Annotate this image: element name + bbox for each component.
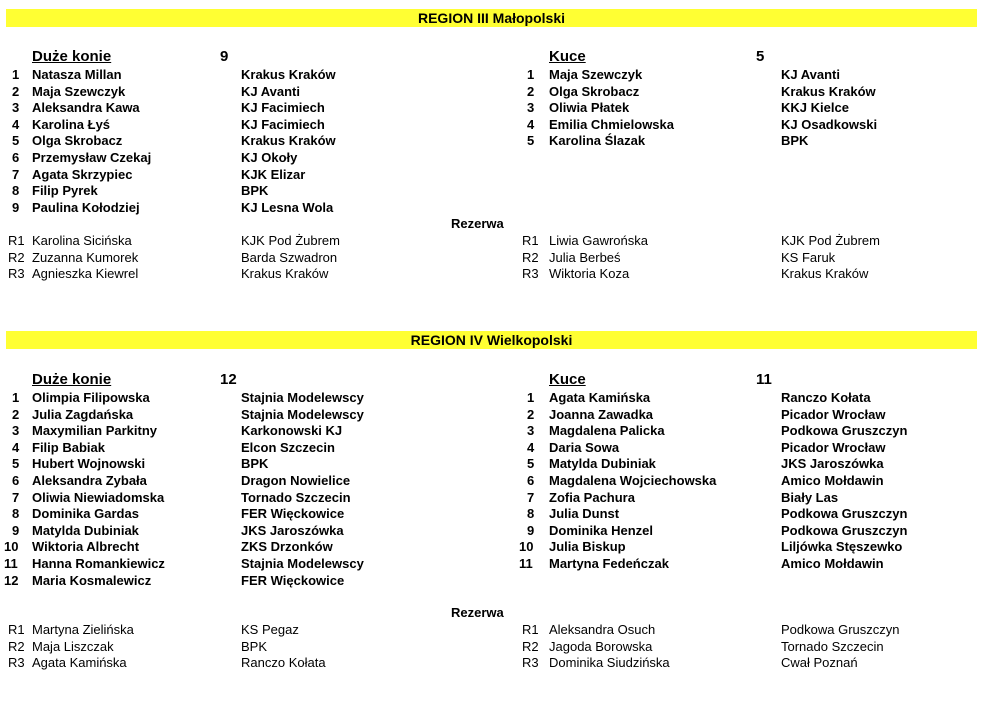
rider-name: Aleksandra Kawa <box>32 100 140 116</box>
club-name: KJ Lesna Wola <box>241 199 334 215</box>
rider-number: 10 <box>4 539 19 555</box>
club-name: Amico Mołdawin <box>781 556 884 571</box>
club-name: JKS Jaroszówka <box>241 522 344 538</box>
reserve-rider-name: Karolina Sicińska <box>32 233 132 248</box>
rider-name: Matylda Dubiniak <box>32 522 139 538</box>
rider-name: Hubert Wojnowski <box>32 456 146 472</box>
reserve-rider-name: Aleksandra Osuch <box>549 622 656 637</box>
club-name: KJ Avanti <box>781 67 840 82</box>
rider-number: 5 <box>527 456 535 472</box>
rider-number: 7 <box>12 489 20 505</box>
rider-name: Julia Zagdańska <box>32 406 134 422</box>
rider-number: 4 <box>527 116 535 132</box>
reserve-number: R1 <box>8 233 25 248</box>
club-name: FER Więckowice <box>241 506 345 522</box>
club-name: Krakus Kraków <box>241 133 336 149</box>
rider-name: Oliwia Płatek <box>549 100 630 116</box>
reserve-rider-name: Julia Berbeś <box>549 249 621 265</box>
rider-number: 1 <box>12 390 20 405</box>
rider-name: Magdalena Palicka <box>549 423 665 439</box>
club-name: KJ Facimiech <box>241 116 325 132</box>
rider-number: 2 <box>12 406 20 422</box>
reserve-number: R3 <box>522 266 539 282</box>
reserve-rider-name: Liwia Gawrońska <box>549 233 648 248</box>
club-name: BPK <box>241 456 269 472</box>
club-name: Karkonowski KJ <box>241 423 343 439</box>
rider-number: 3 <box>527 100 535 116</box>
rider-number: 3 <box>527 423 535 439</box>
rider-name: Hanna Romankiewicz <box>32 556 165 571</box>
reserve-club-name: BPK <box>241 638 268 654</box>
rider-name: Emilia Chmielowska <box>549 116 674 132</box>
rider-number: 7 <box>527 489 535 505</box>
club-name: FER Więckowice <box>241 572 345 588</box>
rider-number: 9 <box>527 522 535 538</box>
rider-number: 1 <box>527 67 535 82</box>
rider-name: Daria Sowa <box>549 439 620 455</box>
rider-name: Filip Pyrek <box>32 183 98 199</box>
club-name: Podkowa Gruszczyn <box>781 423 908 439</box>
rider-number: 1 <box>527 390 535 405</box>
rider-name: Dominika Henzel <box>549 522 654 538</box>
reserve-rider-name: Maja Liszczak <box>32 638 114 654</box>
reserve-number: R2 <box>522 249 539 265</box>
rider-name: Julia Dunst <box>549 506 620 522</box>
club-name: JKS Jaroszówka <box>781 456 884 472</box>
rider-number: 4 <box>12 439 20 455</box>
club-name: KJK Elizar <box>241 166 306 182</box>
rider-number: 7 <box>12 166 20 182</box>
rider-number: 4 <box>12 116 20 132</box>
reserve-number: R1 <box>522 233 539 248</box>
rider-number: 6 <box>527 473 535 488</box>
rider-name: Dominika Gardas <box>32 506 139 522</box>
rider-name: Julia Biskup <box>549 539 626 555</box>
rider-number: 8 <box>527 506 535 522</box>
reserve-rider-name: Zuzanna Kumorek <box>32 249 139 265</box>
club-name: Podkowa Gruszczyn <box>781 522 908 538</box>
rider-name: Przemysław Czekaj <box>32 150 152 165</box>
rider-number: 6 <box>12 150 20 165</box>
rider-name: Oliwia Niewiadomska <box>32 489 165 505</box>
club-name: Stajnia Modelewscy <box>241 556 364 571</box>
reserve-rider-name: Wiktoria Koza <box>549 266 630 282</box>
reserve-number: R1 <box>8 622 25 637</box>
club-name: BPK <box>781 133 809 149</box>
reserve-club-name: KJK Pod Żubrem <box>241 233 340 248</box>
rider-number: 2 <box>527 83 535 99</box>
rider-number: 11 <box>4 556 18 571</box>
club-name: BPK <box>241 183 269 199</box>
reserve-rider-name: Agata Kamińska <box>32 655 127 671</box>
reserve-club-name: Podkowa Gruszczyn <box>781 622 900 637</box>
reserve-label: Rezerwa <box>451 216 504 231</box>
category-count: 9 <box>220 48 229 65</box>
club-name: Dragon Nowielice <box>241 473 351 488</box>
club-name: Amico Mołdawin <box>781 473 884 488</box>
club-name: KJ Osadkowski <box>781 116 878 132</box>
club-name: Tornado Szczecin <box>241 489 351 505</box>
reserve-number: R3 <box>8 655 25 671</box>
rider-name: Aleksandra Zybała <box>32 473 147 488</box>
rider-name: Wiktoria Albrecht <box>32 539 140 555</box>
club-name: KJ Facimiech <box>241 100 325 116</box>
reserve-club-name: KS Pegaz <box>241 622 299 637</box>
rider-name: Magdalena Wojciechowska <box>549 473 717 488</box>
club-name: Ranczo Kołata <box>781 390 871 405</box>
rider-number: 4 <box>527 439 535 455</box>
club-name: Elcon Szczecin <box>241 439 335 455</box>
rider-name: Karolina Łyś <box>32 116 111 132</box>
club-name: Picador Wrocław <box>781 439 886 455</box>
reserve-number: R1 <box>522 622 539 637</box>
reserve-number: R2 <box>8 249 25 265</box>
club-name: KJ Avanti <box>241 83 300 99</box>
region-title-banner: REGION III Małopolski <box>6 9 977 27</box>
reserve-rider-name: Agnieszka Kiewrel <box>32 266 139 282</box>
club-name: KKJ Kielce <box>781 100 849 116</box>
reserve-number: R3 <box>522 655 539 671</box>
reserve-club-name: Krakus Kraków <box>781 266 869 282</box>
rider-name: Martyna Fedeńczak <box>549 556 669 571</box>
rider-name: Agata Skrzypiec <box>32 166 133 182</box>
rider-number: 6 <box>12 473 20 488</box>
club-name: Krakus Kraków <box>781 83 876 99</box>
rider-number: 2 <box>527 406 535 422</box>
rider-name: Paulina Kołodziej <box>32 199 140 215</box>
club-name: Liljówka Stęszewko <box>781 539 903 555</box>
rider-name: Agata Kamińska <box>549 390 651 405</box>
rider-number: 2 <box>12 83 20 99</box>
category-count: 11 <box>756 371 772 388</box>
rider-number: 5 <box>12 133 20 149</box>
region-title-banner: REGION IV Wielkopolski <box>6 331 977 349</box>
rider-name: Zofia Pachura <box>549 489 635 505</box>
rider-number: 12 <box>4 572 19 588</box>
rider-name: Maja Szewczyk <box>32 83 126 99</box>
rider-number: 10 <box>519 539 534 555</box>
rider-name: Joanna Zawadka <box>549 406 654 422</box>
rider-name: Natasza Millan <box>32 67 122 82</box>
category-header: Kuce <box>549 48 586 65</box>
rider-name: Maxymilian Parkitny <box>32 423 157 439</box>
club-name: Stajnia Modelewscy <box>241 390 364 405</box>
reserve-rider-name: Martyna Zielińska <box>32 622 134 637</box>
category-count: 5 <box>756 48 765 65</box>
rider-number: 3 <box>12 100 20 116</box>
club-name: KJ Okoły <box>241 150 298 165</box>
reserve-number: R2 <box>522 638 539 654</box>
rider-number: 11 <box>519 556 533 571</box>
rider-name: Matylda Dubiniak <box>549 456 656 472</box>
rider-name: Olga Skrobacz <box>32 133 123 149</box>
reserve-number: R2 <box>8 638 25 654</box>
club-name: Picador Wrocław <box>781 406 886 422</box>
rider-number: 9 <box>12 199 20 215</box>
reserve-club-name: Cwał Poznań <box>781 655 858 671</box>
rider-name: Maria Kosmalewicz <box>32 572 152 588</box>
club-name: Stajnia Modelewscy <box>241 406 364 422</box>
reserve-club-name: Ranczo Kołata <box>241 655 326 671</box>
reserve-rider-name: Dominika Siudzińska <box>549 655 670 671</box>
category-header: Duże konie <box>32 371 112 388</box>
reserve-label: Rezerwa <box>451 605 504 620</box>
reserve-number: R3 <box>8 266 25 282</box>
rider-number: 1 <box>12 67 20 82</box>
rider-number: 3 <box>12 423 20 439</box>
club-name: Krakus Kraków <box>241 67 336 82</box>
category-header: Duże konie <box>32 48 112 65</box>
category-header: Kuce <box>549 371 586 388</box>
category-count: 12 <box>220 371 237 388</box>
reserve-club-name: Tornado Szczecin <box>781 638 884 654</box>
rider-number: 5 <box>527 133 535 149</box>
rider-name: Filip Babiak <box>32 439 105 455</box>
rider-name: Maja Szewczyk <box>549 67 643 82</box>
reserve-club-name: KJK Pod Żubrem <box>781 233 880 248</box>
rider-number: 9 <box>12 522 20 538</box>
rider-number: 8 <box>12 506 20 522</box>
club-name: ZKS Drzonków <box>241 539 333 555</box>
rider-name: Olimpia Filipowska <box>32 390 150 405</box>
rider-number: 8 <box>12 183 20 199</box>
reserve-club-name: Barda Szwadron <box>241 249 338 265</box>
rider-name: Karolina Ślazak <box>549 133 646 149</box>
reserve-rider-name: Jagoda Borowska <box>549 638 653 654</box>
club-name: Biały Las <box>781 489 839 505</box>
reserve-club-name: KS Faruk <box>781 249 836 265</box>
rider-number: 5 <box>12 456 20 472</box>
reserve-club-name: Krakus Kraków <box>241 266 329 282</box>
club-name: Podkowa Gruszczyn <box>781 506 908 522</box>
rider-name: Olga Skrobacz <box>549 83 640 99</box>
